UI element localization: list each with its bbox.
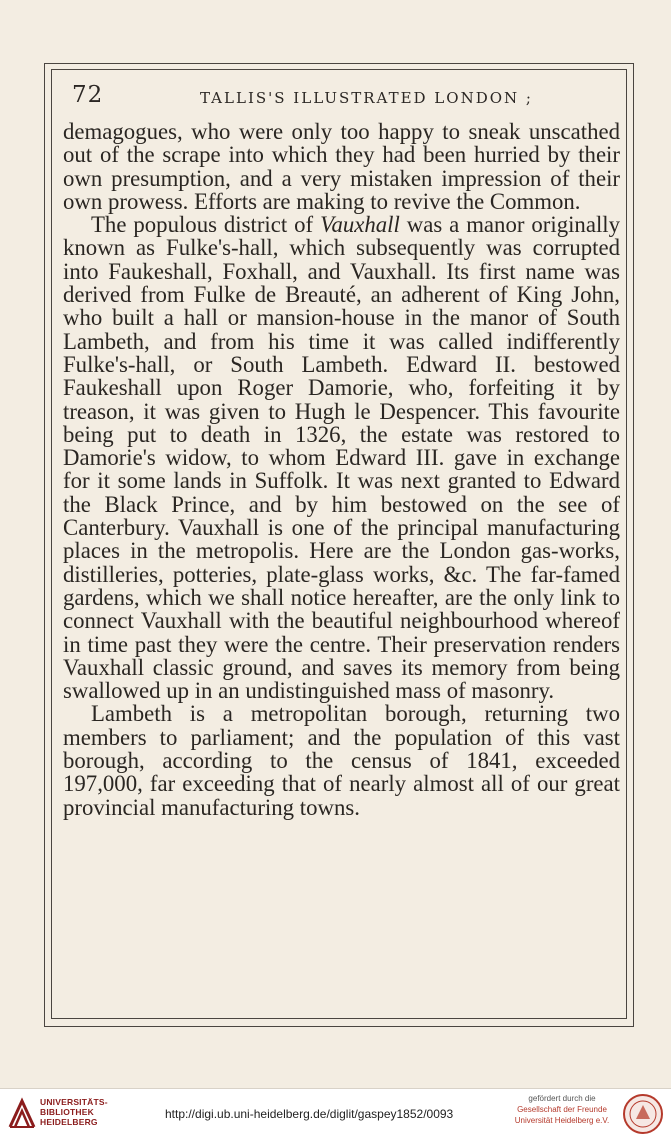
- sponsor-name-line-2: Universität Heidelberg e.V.: [514, 1116, 610, 1125]
- library-name-line-2: BIBLIOTHEK: [40, 1107, 94, 1117]
- sponsor-credit: [508, 1093, 616, 1126]
- library-name: [40, 1097, 108, 1127]
- library-name-line-1: UNIVERSITÄTS-: [40, 1097, 108, 1107]
- university-library-logo-icon: [8, 1097, 36, 1129]
- paragraph-2-start: The populous district of: [91, 212, 321, 238]
- page-number: 72: [72, 82, 104, 108]
- sponsor-label: gefördert durch die: [528, 1094, 596, 1103]
- sponsor-seal-icon: [622, 1093, 664, 1135]
- paragraph-1: demagogues, who were only too happy to sneak unscathed out of the scrape into which they had been hurried by their own presumption, and a very mistaken impression of their own prowess. Efforts are making to revive the Common.: [63, 119, 620, 214]
- paragraph-2: [63, 213, 620, 702]
- library-name-line-3: HEIDELBERG: [40, 1117, 98, 1127]
- sponsor-name-line-1: Gesellschaft der Freunde: [517, 1105, 607, 1114]
- paragraph-3: Lambeth is a metropolitan borough, returning two members to parliament; and the population of this vast borough, according to the census of 1841, exceeded 197,000, far exceeding that of nearly almost all of our great provincial manufacturing towns.: [63, 701, 620, 820]
- digitization-footer: [0, 1088, 671, 1139]
- page-header: [70, 82, 618, 112]
- body-text: [63, 120, 620, 819]
- permalink-url[interactable]: http://digi.ub.uni-heidelberg.de/diglit/gaspey1852/0093: [165, 1107, 454, 1121]
- running-title: TALLIS'S ILLUSTRATED LONDON ;: [200, 89, 533, 107]
- vauxhall-italic: Vauxhall: [320, 212, 400, 238]
- paragraph-2-rest: was a manor originally known as Fulke's-hall, which subsequently was corrupted into Faukeshall, Foxhall, and Vauxhall. Its first name was derived from Fulke de Breauté, an adherent of King John, who built a hall or mansion-house in the manor of South Lambeth, and from his time it was called indifferently Fulke's-hall, or South Lambeth. Edward II. bestowed Faukeshall upon Roger Damorie, who, forfeiting it by treason, it was given to Hugh le Despencer. This favourite being put to death in 1326, the estate was restored to Damorie's widow, to whom Edward III. gave in exchange for it some lands in Suffolk. It was next granted to Edward the Black Prince, and by him bestowed on the see of Canterbury. Vauxhall is one of the principal manufacturing places in the metropolis. Here are the London gas-works, distilleries, potteries, plate-glass works, &c. The far-famed gardens, which we shall notice hereafter, are the only link to connect Vauxhall with the beautiful neighbourhood whereof in time past they were the centre. Their preservation renders Vauxhall classic ground, and saves its memory from being swallowed up in an undistinguished mass of masonry.: [63, 212, 621, 704]
